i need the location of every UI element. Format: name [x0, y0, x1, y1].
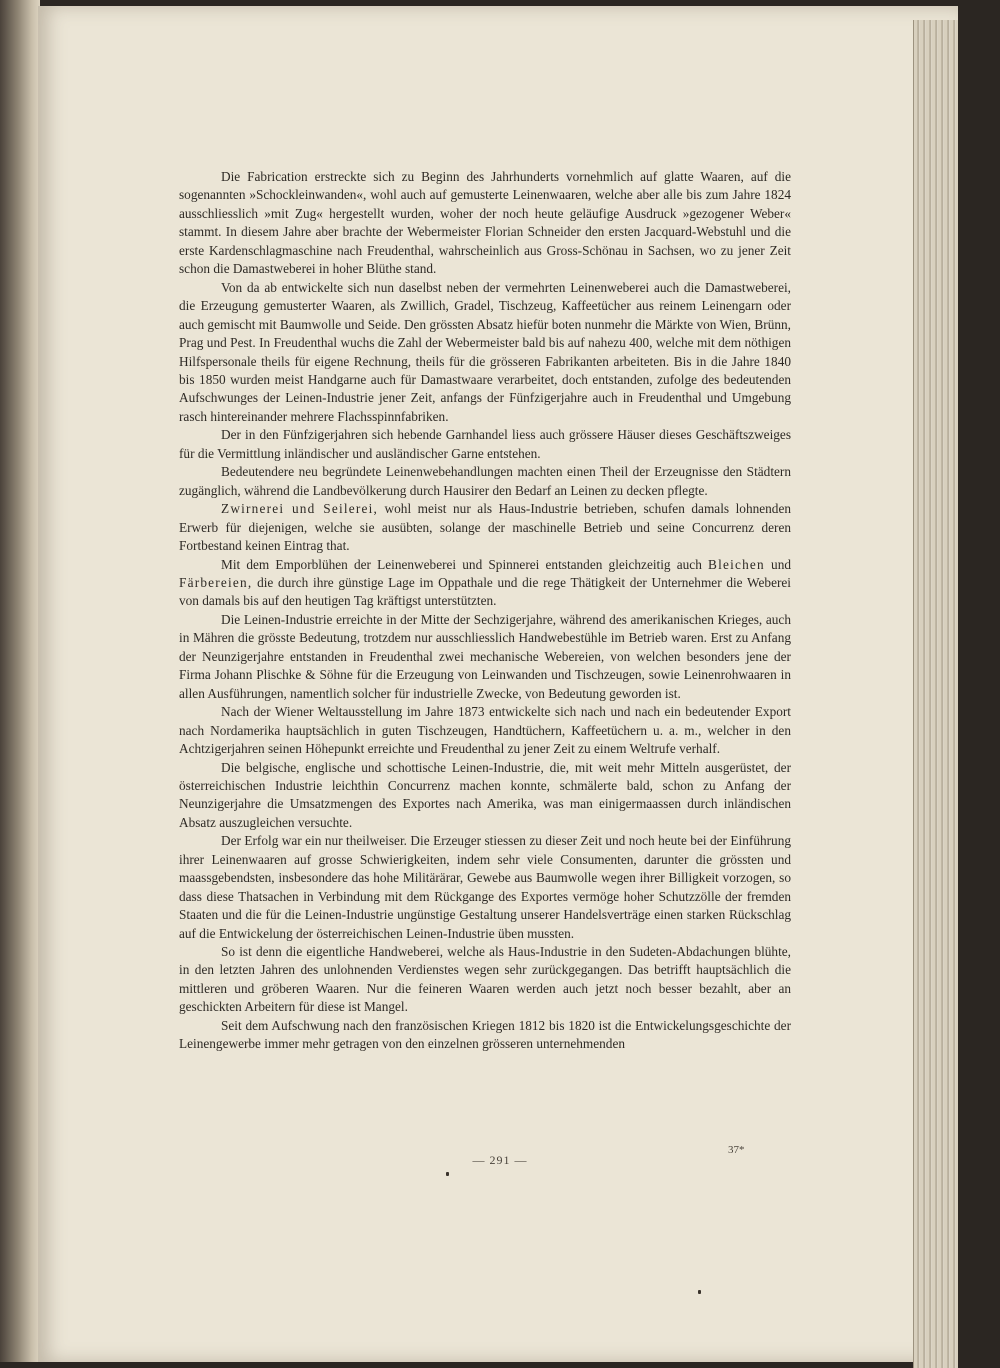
paragraph [179, 832, 791, 943]
page-number: — 291 — [472, 1153, 528, 1167]
paragraph [179, 556, 791, 611]
text-run: Die Fabrication erstreckte sich zu Beginn des Jahrhunderts vornehmlich auf glatte Waaren, auf die sogenannten »Schockleinwanden«, wohl auch auf gemusterte Leinenwaaren, welche aber alle bis zum Jahre 1824 ausschliesslich »mit Zug« hergestellt wurden, woher der noch heute geläufige Ausdruck »gezogener Weber« stammt. In diesem Jahre aber brachte der Webermeister Florian Schneider den ersten Jacquard-Webstuhl und die erste Kardenschlagmaschine nach Freudenthal, wahrscheinlich aus Gross-Schönau in Sachsen, wo zu jener Zeit schon die Damastweberei in hoher Blüthe stand. [179, 169, 791, 277]
page-stack-edge [913, 20, 958, 1368]
paragraph [179, 759, 791, 833]
emphasized-term: Färbereien, [179, 574, 253, 590]
text-run: Der in den Fünfzigerjahren sich hebende Garnhandel liess auch grössere Häuser dieses Geschäftszweiges für die Vermittlung inländischer und ausländischer Garne entstehen. [179, 427, 791, 461]
paragraph [179, 500, 791, 555]
text-run: Der Erfolg war ein nur theilweiser. Die Erzeuger stiessen zu dieser Zeit und noch heute bei der Einführung ihrer Leinenwaaren auf grosse Schwierigkeiten, indem sehr viele Consumenten, darunter die grössten und maassgebendsten, insbesondere das hohe Militärärar, Gewebe aus Baumwolle wegen ihrer Billigkeit vorzogen, so dass diese Thatsachen in Verbindung mit dem Rückgange des Exportes vermöge hoher Schutzzölle der fremden Staaten und die für die Leinen-Industrie ungünstige Gestaltung unserer Handelsverträge einen starken Rückschlag auf die Entwickelung der österreichischen Leinen-Industrie üben mussten. [179, 833, 791, 941]
paragraph [179, 426, 791, 463]
emphasized-term: Zwirnerei und Seilerei, [221, 501, 378, 517]
text-run: wohl meist nur als Haus-Industrie betrieben, schufen damals lohnenden Erwerb für diejenigen, welche sie ausübten, solange der maschinelle Betrieb und seine Concurrenz deren Fortbestand keinen Eintrag that. [179, 501, 791, 554]
text-run: Bedeutendere neu begründete Leinenwebehandlungen machten einen Theil der Erzeugnisse den Städtern zugänglich, während die Landbevölkerung durch Hausirer den Bedarf an Leinen zu decken pflegte. [179, 464, 791, 498]
text-run: und [764, 556, 792, 572]
paragraph [179, 611, 791, 703]
ink-speck [698, 1290, 701, 1294]
paragraph [179, 168, 791, 279]
emphasized-term: Bleichen [708, 556, 765, 572]
text-run: Nach der Wiener Weltausstellung im Jahre 1873 entwickelte sich nach und nach ein bedeutender Export nach Nordamerika hauptsächlich in guten Tischzeugen, Handtüchern, Kaffeetüchern u. a. m., welcher in den Achtzigerjahren seinen Höhepunkt erreichte und Freudenthal zu jener Zeit zu einem Weltrufe verhalf. [179, 704, 791, 757]
text-run: So ist denn die eigentliche Handweberei, welche als Haus-Industrie in den Sudeten-Abdachungen blühte, in den letzten Jahren des unlohnenden Verdienstes wegen sehr zurückgegangen. Das betrifft hauptsächlich die mittleren und gröberen Waaren. Nur die feineren Waaren werden auch jetzt noch besser bezahlt, aber an geschickten Arbeitern für diese ist Mangel. [179, 944, 791, 1015]
paragraph [179, 943, 791, 1017]
ink-speck [446, 1172, 449, 1176]
paragraph [179, 703, 791, 758]
book-binding-left [0, 0, 40, 1362]
text-run: Die belgische, englische und schottische Leinen-Industrie, die, mit weit mehr Mitteln ausgerüstet, der österreichischen Industrie leichthin Concurrenz machen konnte, schmälerte bald, schon zu Anfang der Neunzigerjahre die Umsatzmengen des Exportes nach Amerika, was man einigermaassen durch inländischen Absatz auszugleichen versuchte. [179, 759, 791, 830]
text-run: Von da ab entwickelte sich nun daselbst neben der vermehrten Leinenweberei auch die Damastweberei, die Erzeugung gemusterter Waaren, als Zwillich, Gradel, Tischzeug, Kaffeetücher aus reinem Leinengarn oder auch gemischt mit Baumwolle und Seide. Den grössten Absatz hiefür boten nunmehr die Märkte von Wien, Brünn, Prag und Pest. In Freudenthal wuchs die Zahl der Webermeister bald bis auf nahezu 400, welche mit dem nöthigen Hilfspersonale theils für eigene Rechnung, theils für die grösseren Fabrikanten arbeiteten. Bis in die Jahre 1840 bis 1850 wurden meist Handgarne auch für Damastwaare verarbeitet, doch entstanden, zufolge des bedeutenden Aufschwunges der Leinen-Industrie jener Zeit, anfangs der Fünfzigerjahre auch in Freudenthal und Umgebung rasch hintereinander mehrere Flachsspinnfabriken. [179, 279, 791, 424]
body-text [179, 168, 791, 1054]
text-run: Mit dem Emporblühen der Leinenweberei und Spinnerei entstanden gleichzeitig auch [221, 556, 709, 572]
text-run: Die Leinen-Industrie erreichte in der Mitte der Sechzigerjahre, während des amerikanischen Krieges, auch in Mähren die grösste Bedeutung, trotzdem nur ausschliesslich Handwebestühle im Betrieb waren. Erst zu Anfang der Neunzigerjahre entstanden in Freudenthal zwei mechanische Webereien, von welchen besonders jene der Firma Johann Plischke & Söhne für die Erzeugung von Leinwanden und Tischzeugen, sowie Leinenrohwaaren in allen Ausführungen, namentlich solcher für industrielle Zwecke, von Bedeutung geworden ist. [179, 611, 791, 701]
text-run: Seit dem Aufschwung nach den französischen Kriegen 1812 bis 1820 ist die Entwickelungsgeschichte der Leinengewerbe immer mehr getragen von den einzelnen grösseren unternehmenden [179, 1017, 791, 1052]
paragraph [179, 463, 791, 500]
signature-mark: 37* [728, 1144, 745, 1156]
text-run: die durch ihre günstige Lage im Oppathale und die rege Thätigkeit der Unternehmer die Weberei von damals bis auf den heutigen Tag kräftigst unterstützten. [179, 574, 791, 609]
paragraph [179, 1017, 791, 1054]
paragraph [179, 279, 791, 427]
